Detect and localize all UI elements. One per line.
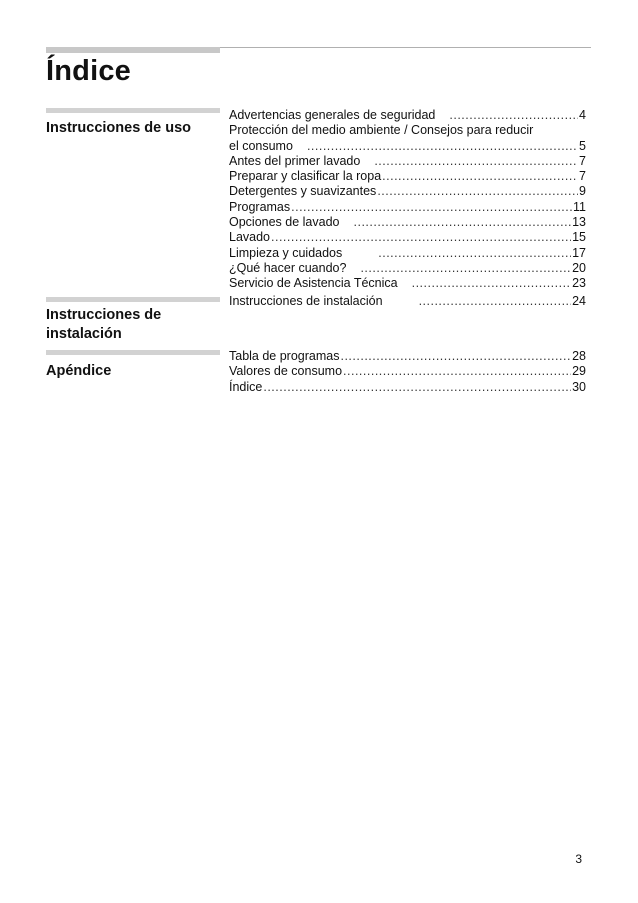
section-heading-instrucciones-de-uso: Instrucciones de uso (46, 120, 192, 136)
title-accent-bar (46, 47, 220, 53)
toc-page-number: 23 (572, 276, 586, 291)
section-heading-apendice: Apéndice (46, 363, 112, 379)
toc-page-number: 9 (579, 184, 586, 199)
dot-leader (449, 108, 578, 123)
section-divider (46, 108, 220, 113)
toc-entry-title: Limpieza y cuidados (229, 245, 343, 260)
dot-leader (271, 230, 571, 245)
toc-page-number: 11 (573, 199, 586, 214)
toc-page-number: 30 (572, 379, 586, 394)
toc-entry-title-line[interactable]: Protección del medio ambiente / Consejos para reducir (229, 123, 534, 138)
section-heading-line: instalación (46, 326, 122, 342)
section-divider (46, 350, 220, 355)
section-heading-instrucciones-de-instalacion (46, 306, 222, 344)
toc-page-number: 15 (572, 230, 586, 245)
toc-entry[interactable] (229, 200, 586, 215)
toc-entry[interactable] (229, 246, 586, 261)
dot-leader (419, 294, 572, 309)
toc-entry[interactable] (229, 380, 586, 395)
dot-leader (343, 364, 571, 379)
toc-entry-title: Lavado (229, 230, 271, 245)
toc-page-number: 28 (572, 349, 586, 363)
toc-entry-title: Servicio de Asistencia Técnica (229, 276, 398, 291)
toc-entry[interactable] (229, 364, 586, 379)
toc-entry-title: Programas (229, 199, 291, 214)
toc-entry-title: Antes del primer lavado (229, 153, 361, 168)
toc-entry-title: Valores de consumo (229, 364, 343, 379)
toc-entry[interactable] (229, 349, 586, 364)
toc-entry-title: ¿Qué hacer cuando? (229, 260, 347, 275)
section-heading-line: Instrucciones de (46, 307, 162, 323)
toc-page-number: 29 (572, 364, 586, 379)
toc-page-number: 24 (572, 294, 586, 308)
toc-entry[interactable] (229, 230, 586, 245)
toc-entry[interactable] (229, 154, 586, 169)
toc-entry-title: Preparar y clasificar la ropa (229, 169, 382, 184)
toc-page-number: 20 (572, 260, 586, 275)
toc-entry[interactable] (229, 215, 586, 230)
dot-leader (412, 276, 571, 291)
toc-page-number: 5 (579, 138, 586, 153)
dot-leader (374, 154, 578, 169)
toc-group-instrucciones-de-instalacion (229, 294, 586, 309)
toc-page-number: 4 (579, 108, 586, 122)
toc-group-instrucciones-de-uso (229, 108, 586, 292)
toc-page-number: 7 (579, 169, 586, 184)
toc-entry[interactable] (229, 261, 586, 276)
dot-leader (340, 349, 571, 364)
toc-group-apendice (229, 349, 586, 395)
toc-entry-title: el consumo (229, 138, 293, 153)
toc-entry[interactable] (229, 169, 586, 184)
toc-entry[interactable] (229, 276, 586, 291)
toc-entry[interactable] (229, 294, 586, 309)
page-number: 3 (575, 852, 582, 866)
section-divider (46, 297, 220, 302)
toc-entry-title: Opciones de lavado (229, 215, 340, 230)
toc-page-number: 7 (579, 153, 586, 168)
toc-entry[interactable] (229, 108, 586, 123)
page-title: Índice (46, 55, 131, 87)
dot-leader (354, 215, 572, 230)
toc-page-number: 13 (572, 215, 586, 230)
dot-leader (378, 246, 571, 261)
dot-leader (263, 380, 571, 395)
dot-leader (291, 200, 572, 215)
toc-entry[interactable] (229, 184, 586, 199)
toc-page-number: 17 (572, 245, 586, 260)
toc-entry-title: Índice (229, 379, 263, 394)
dot-leader (360, 261, 571, 276)
toc-entry-title: Detergentes y suavizantes (229, 184, 377, 199)
toc-entry-title: Advertencias generales de seguridad (229, 108, 436, 122)
dot-leader (382, 169, 578, 184)
dot-leader (307, 139, 578, 154)
toc-entry-title: Tabla de programas (229, 349, 340, 363)
toc-entry[interactable] (229, 139, 586, 154)
dot-leader (377, 184, 578, 199)
toc-entry-title: Instrucciones de instalación (229, 294, 383, 308)
